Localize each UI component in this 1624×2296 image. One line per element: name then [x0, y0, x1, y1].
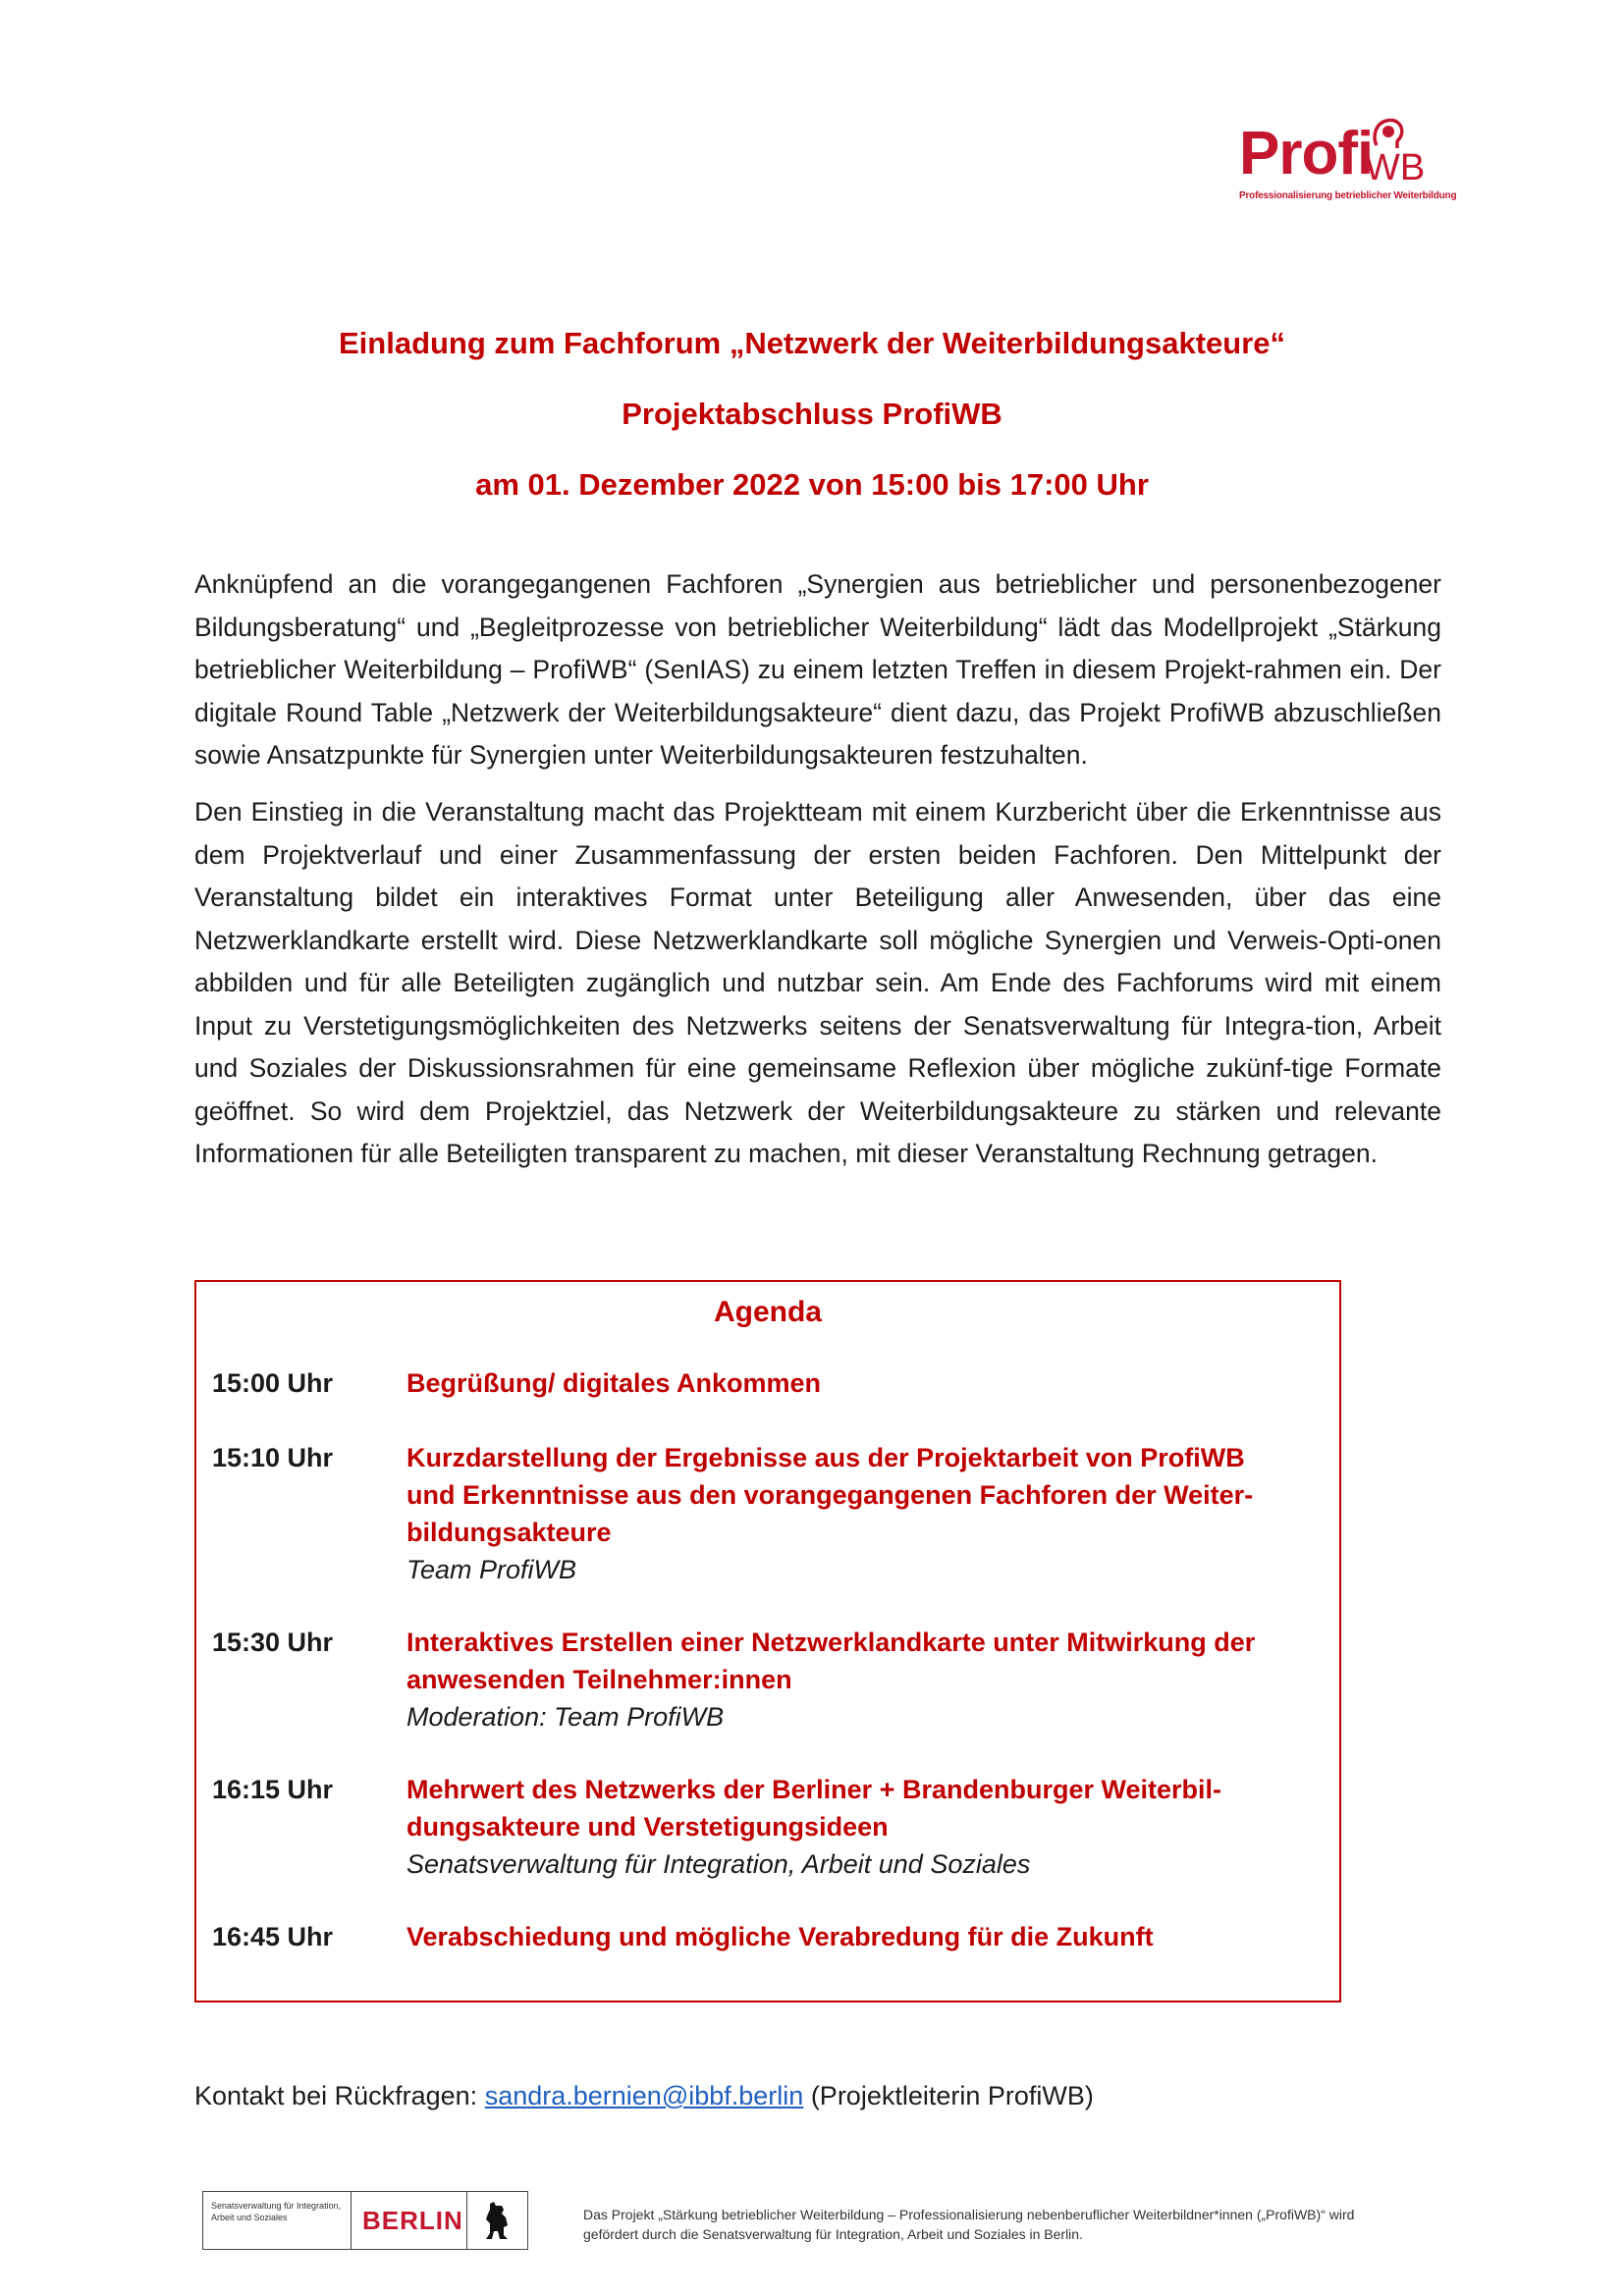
head-profile-icon — [1369, 116, 1408, 151]
agenda-time: 16:45 Uhr — [212, 1922, 334, 1951]
intro-paragraph — [194, 563, 1441, 777]
agenda-time: 15:00 Uhr — [212, 1368, 334, 1398]
agenda-time: 15:10 Uhr — [212, 1443, 334, 1472]
profiwb-logo — [1239, 116, 1457, 214]
logo-divider — [466, 2192, 467, 2249]
contact-role: (Projektleiterin ProfiWB) — [810, 2081, 1094, 2110]
agenda-speaker: Moderation: Team ProfiWB — [406, 1702, 725, 1732]
paragraph-2: Den Einstieg in die Veranstaltung macht das Projektteam mit einem Kurzbericht über die Erkenntnisse aus dem Projektverlauf und einer Zusammenfassung der ersten beiden Fachforen. Den Mittelpunkt der Veranstaltung bildet ein interaktives Format unter Beteiligung aller Anwesenden, über das eine Netzwerklandkarte erstellt wird. Diese Netzwerklandkarte soll mögliche Synergien und Verweis-Opti-onen abbilden und für alle Beteiligten zugänglich und nutzbar sein. Am Ende des Fachforums wird mit einem Input zu Verstetigungsmöglichkeiten des Netzwerks seitens der Senatsverwaltung für Integra-tion, Arbeit und Soziales der Diskussionsrahmen für eine gemeinsame Reflexion über mögliche zukünf-tige Formate geöffnet. So wird dem Projektziel, das Netzwerk der Weiterbildungsakteure zu stärken und relevante Informationen für alle Beteiligten transparent zu machen, mit dieser Veranstaltung Rechnung getragen. — [194, 797, 1441, 1168]
berlin-bear-icon — [478, 2198, 517, 2243]
page-subtitle: Projektabschluss ProfiWB — [622, 397, 1002, 431]
agenda-time: 16:15 Uhr — [212, 1775, 334, 1804]
agenda-speaker: Team ProfiWB — [406, 1555, 577, 1584]
agenda-topic: Kurzdarstellung der Ergebnisse aus der Projektarbeit von ProfiWB und Erkenntnisse aus den vorangegangenen Fachforen der Weiter-bildungsakteure — [406, 1443, 1254, 1547]
agenda-time: 15:30 Uhr — [212, 1628, 334, 1657]
logo-name-suffix: WB — [1365, 147, 1426, 188]
page-title: Einladung zum Fachforum „Netzwerk der Weiterbildungsakteure“ — [338, 326, 1286, 360]
funding-note: Das Projekt „Stärkung betrieblicher Weiterbildung – Professionalisierung nebenberuflicher Weiterbildner*innen („ProfiWB)“ wird gefördert durch die Senatsverwaltung für Integration, Arbeit und Soziales in Berlin. — [583, 2207, 1355, 2242]
description-paragraph — [194, 791, 1441, 1176]
agenda-topic: Interaktives Erstellen einer Netzwerklandkarte unter Mitwirkung der anwesenden Teilnehmer:innen — [406, 1628, 1256, 1694]
senate-department-name: Senatsverwaltung für Integration, Arbeit und Soziales — [211, 2201, 342, 2222]
agenda-topic: Mehrwert des Netzwerks der Berliner + Brandenburger Weiterbil-dungsakteure und Verstetigungsideen — [406, 1775, 1221, 1842]
agenda-topic: Verabschiedung und mögliche Verabredung für die Zukunft — [406, 1922, 1154, 1951]
event-date: am 01. Dezember 2022 von 15:00 bis 17:00 Uhr — [475, 467, 1149, 502]
agenda-topic: Begrüßung/ digitales Ankommen — [406, 1368, 822, 1398]
agenda-title: Agenda — [713, 1296, 822, 1328]
berlin-senate-logo — [202, 2191, 528, 2250]
agenda-box — [194, 1280, 1341, 2002]
logo-name-main: Profi — [1239, 120, 1374, 187]
berlin-wordmark: BERLIN — [362, 2206, 463, 2235]
agenda-speaker: Senatsverwaltung für Integration, Arbeit und Soziales — [406, 1849, 1031, 1879]
logo-tagline: Professionalisierung betrieblicher Weiterbildung — [1239, 190, 1457, 201]
contact-line — [194, 2081, 1094, 2111]
contact-email-link[interactable]: sandra.bernien@ibbf.berlin — [484, 2081, 804, 2110]
paragraph-1: Anknüpfend an die vorangegangenen Fachforen „Synergien aus betrieblicher und personenbezogener Bildungsberatung“ und „Begleitprozesse von betrieblicher Weiterbildung“ lädt das Modellprojekt „Stärkung betrieblicher Weiterbildung – ProfiWB“ (SenIAS) zu einem letzten Treffen in diesem Projekt-rahmen ein. Der digitale Round Table „Netzwerk der Weiterbildungsakteure“ dient dazu, das Projekt ProfiWB abzuschließen sowie Ansatzpunkte für Synergien unter Weiterbildungsakteuren festzuhalten. — [194, 569, 1441, 770]
logo-divider — [351, 2192, 352, 2249]
contact-label: Kontakt bei Rückfragen: — [194, 2081, 478, 2110]
